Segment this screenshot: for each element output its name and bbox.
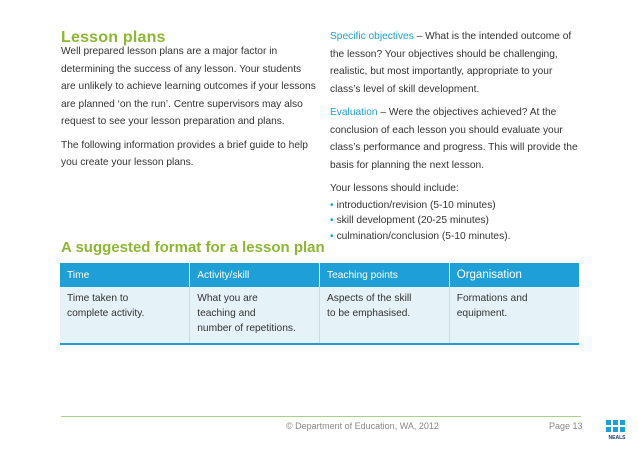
bullet-icon: •	[330, 230, 334, 242]
lesson-plans-paragraph: Well prepared lesson plans are a major factor in determining the success of any lesson. Your students are unlikely to achieve learning outcomes if your lessons are planned ‘on the run’. Centre supervisors may also request to see your lesson preparation and plans.	[61, 46, 316, 127]
cell-line: equipment.	[456, 308, 508, 319]
specific-objectives-label: Specific objectives	[330, 31, 414, 42]
lesson-components-list	[330, 198, 580, 245]
specific-objectives-paragraph	[330, 28, 580, 98]
cell-line: Time taken to	[67, 293, 129, 304]
list-item-text: introduction/revision (5-10 minutes)	[336, 199, 496, 211]
list-item	[330, 229, 580, 245]
evaluation-text: – Were the objectives achieved? At the conclusion of each lesson you should evaluate your class’s performance and progress. This will provide the basis for planning the next lesson.	[330, 107, 578, 171]
cell-teaching-points	[320, 287, 450, 344]
cell-organisation	[449, 287, 579, 344]
objectives-column	[330, 28, 580, 244]
header-time: Time	[60, 263, 190, 287]
footer-copyright: © Department of Education, WA, 2012	[286, 421, 439, 431]
bullet-icon: •	[330, 215, 334, 226]
lesson-format-title: A suggested format for a lesson plan	[61, 239, 325, 256]
lesson-plans-column	[61, 43, 316, 172]
header-activity-skill: Activity/skill	[190, 263, 320, 287]
logo-text: NEALS	[608, 435, 626, 441]
table-row	[60, 287, 579, 344]
cell-time	[60, 287, 190, 344]
list-item-text: culmination/conclusion (5-10 minutes).	[336, 230, 511, 242]
evaluation-label: Evaluation	[330, 107, 378, 118]
lesson-plans-guide-paragraph: The following information provides a brief guide to help you create your lesson plans.	[61, 139, 308, 168]
lessons-include-intro: Your lessons should include:	[330, 183, 459, 194]
list-item	[330, 213, 580, 229]
lesson-plan-table	[60, 263, 579, 345]
list-item-text: skill development (20-25 minutes)	[336, 215, 489, 226]
lesson-plans-title: Lesson plans	[61, 29, 166, 46]
cell-line: Aspects of the skill	[327, 293, 412, 304]
neals-logo-icon	[604, 419, 630, 441]
table-header-row	[60, 263, 579, 287]
bullet-icon: •	[330, 199, 334, 211]
cell-line: What you are	[197, 293, 258, 304]
cell-line: complete activity.	[67, 308, 145, 319]
footer-divider	[61, 416, 581, 417]
list-item	[330, 198, 580, 214]
evaluation-paragraph	[330, 104, 580, 174]
cell-line: number of repetitions.	[197, 323, 296, 334]
cell-activity-skill	[190, 287, 320, 344]
cell-line: to be emphasised.	[327, 308, 411, 319]
cell-line: teaching and	[197, 308, 256, 319]
cell-line: Formations and	[456, 293, 528, 304]
header-organisation: Organisation	[449, 263, 579, 287]
header-teaching-points: Teaching points	[320, 263, 450, 287]
page-number: Page 13	[549, 421, 583, 431]
specific-objectives-text: – What is the intended outcome of the lesson? Your objectives should be challenging, realistic, but most importantly, appropriate to your class’s level of skill development.	[330, 31, 572, 95]
